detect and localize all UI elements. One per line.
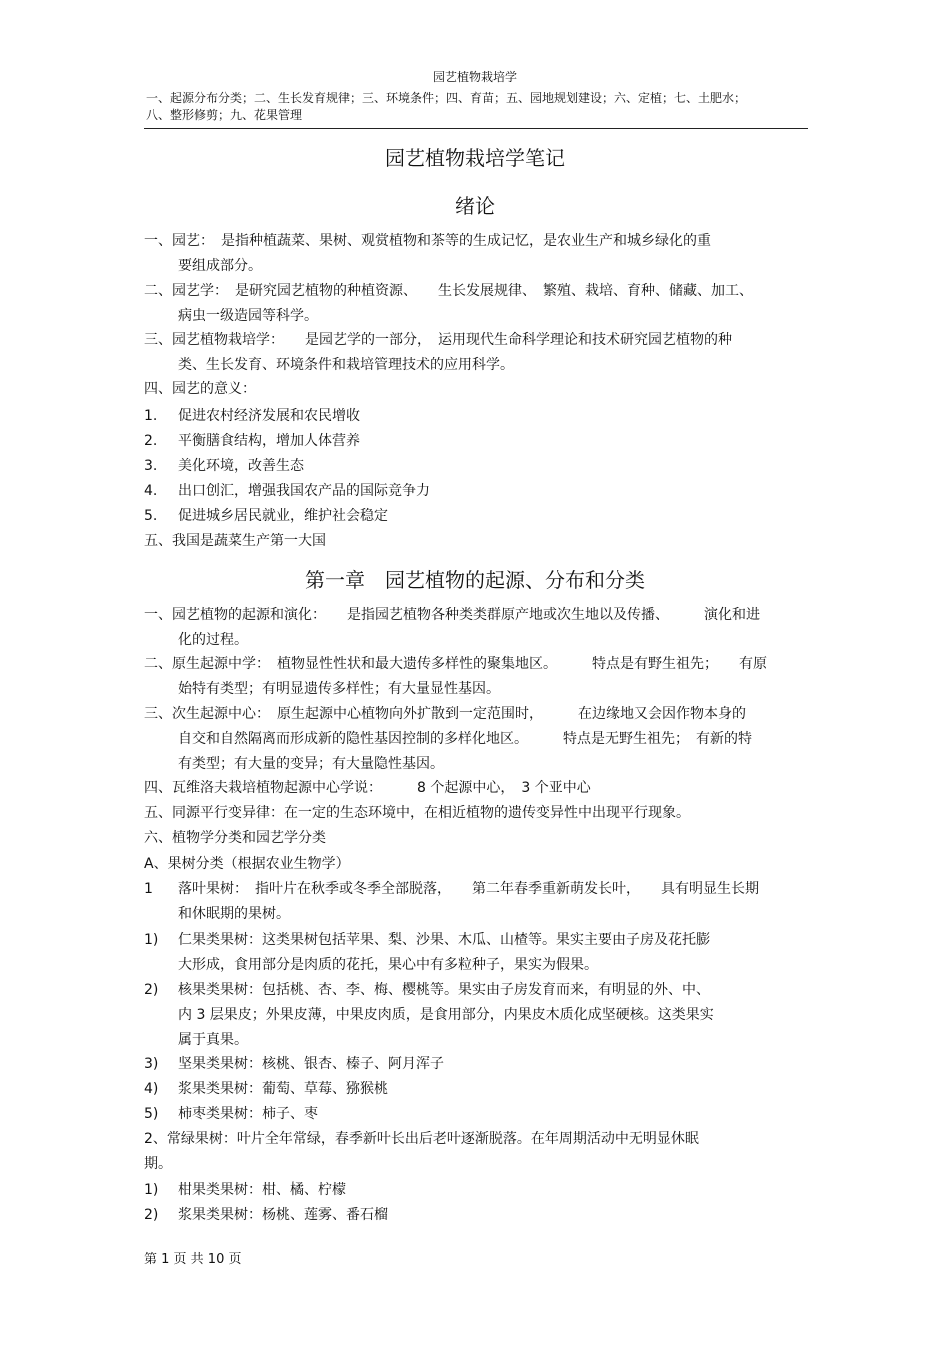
list-text: 促进城乡居民就业，维护社会稳定 [178, 508, 388, 524]
intro-paragraph-1 [144, 229, 810, 279]
list-text-continued: 大形成，食用部分是肉质的花托，果心中有多粒种子，果实为假果。 [178, 957, 598, 973]
running-header-toc: 一、起源分布分类；二、生长发育规律；三、环境条件；四、育苗；五、园地规划建设；六、定植；七、土肥水；八、整形修剪；九、花果管理 [146, 91, 747, 122]
chapter-paragraph-4: 四、瓦维洛夫栽培植物起源中心学说： 8 个起源中心， 3 个亚中心 [144, 780, 591, 796]
chapter-paragraph-5: 五、同源平行变异律：在一定的生态环境中，在相近植物的遗传变异性中出现平行现象。 [144, 805, 690, 821]
list-item [144, 1203, 810, 1228]
list-number: 4. [144, 483, 158, 499]
list-item [144, 504, 810, 529]
list-text: 柑果类果树：柑、橘、柠檬 [178, 1182, 346, 1198]
list-item [144, 1077, 810, 1102]
list-item [144, 928, 810, 978]
intro-paragraph-5: 五、我国是蔬菜生产第一大国 [144, 533, 326, 549]
paragraph-line: 有类型；有大量的变异；有大量隐性基因。 [178, 756, 444, 772]
list-item [144, 978, 810, 1053]
chapter-paragraph-6: 六、植物学分类和园艺学分类 [144, 830, 326, 846]
chapter-paragraph-1 [144, 603, 810, 653]
list-item [144, 1052, 810, 1077]
list-text: 浆果类果树：葡萄、草莓、猕猴桃 [178, 1081, 388, 1097]
intro-paragraph-4: 四、园艺的意义： [144, 381, 256, 397]
list-number: 2) [144, 1207, 159, 1223]
list-text: 坚果类果树：核桃、银杏、榛子、阿月浑子 [178, 1056, 444, 1072]
section-title-intro: 绪论 [455, 194, 495, 218]
list-number: 1) [144, 1182, 159, 1198]
paragraph-line: 自交和自然隔离而形成新的隐性基因控制的多样化地区。 特点是无野生祖先； 有新的特 [178, 731, 752, 747]
running-header-title: 园艺植物栽培学 [432, 70, 517, 84]
list-number: 4) [144, 1081, 159, 1097]
list-item [144, 1178, 810, 1203]
list-text: 核果类果树：包括桃、杏、李、梅、樱桃等。果实由子房发育而来，有明显的外、中、 [178, 982, 710, 998]
chapter-paragraph-2 [144, 652, 810, 702]
intro-paragraph-3 [144, 328, 810, 378]
list-number: 1. [144, 408, 158, 424]
page-footer: 第 1 页 共 10 页 [144, 1252, 242, 1267]
list-number: 1 [144, 881, 153, 897]
list-text: 浆果类果树：杨桃、莲雾、番石榴 [178, 1207, 388, 1223]
list-number: 2) [144, 982, 159, 998]
paragraph-line: 始特有类型；有明显遗传多样性；有大量显性基因。 [178, 681, 500, 697]
list-text: 柿枣类果树：柿子、枣 [178, 1106, 318, 1122]
list-item [144, 429, 810, 454]
list-text: 美化环境，改善生态 [178, 458, 304, 474]
paragraph-line: 三、次生起源中心： 原生起源中心植物向外扩散到一定范围时， 在边缘地又会因作物本身的 [144, 706, 746, 722]
paragraph-line: 化的过程。 [178, 632, 248, 648]
list-text-continued: 内 3 层果皮；外果皮薄，中果皮肉质，是食用部分，内果皮木质化成坚硬核。这类果实 [178, 1007, 714, 1023]
paragraph-line: 二、原生起源中学： 植物显性性状和最大遗传多样性的聚集地区。 特点是有野生祖先； 有原 [144, 656, 767, 672]
list-text: 平衡膳食结构，增加人体营养 [178, 433, 360, 449]
paragraph-line: 一、园艺： 是指种植蔬菜、果树、观赏植物和茶等的生成记忆，是农业生产和城乡绿化的重 [144, 233, 711, 249]
paragraph-line: 二、园艺学： 是研究园艺植物的种植资源、 生长发展规律、 繁殖、栽培、育种、储藏、加工、 [144, 283, 753, 299]
list-item [144, 877, 810, 927]
paragraph-line: 类、生长发育、环境条件和栽培管理技术的应用科学。 [178, 357, 514, 373]
chapter-paragraph-3 [144, 702, 810, 777]
list-number: 2. [144, 433, 158, 449]
paragraph-line: 要组成部分。 [178, 258, 262, 274]
list-number: 1) [144, 932, 159, 948]
list-text: 促进农村经济发展和农民增收 [178, 408, 360, 424]
list-text: 出口创汇，增强我国农产品的国际竞争力 [178, 483, 430, 499]
paragraph-line: 一、园艺植物的起源和演化： 是指园艺植物各种类类群原产地或次生地以及传播、 演化和进 [144, 607, 760, 623]
paragraph-line: 期。 [144, 1156, 172, 1172]
paragraph-line: 2、常绿果树：叶片全年常绿，春季新叶长出后老叶逐渐脱落。在年周期活动中无明显休眠 [144, 1131, 699, 1147]
list-text: 落叶果树： 指叶片在秋季或冬季全部脱落， 第二年春季重新萌发长叶， 具有明显生长期 [178, 881, 759, 897]
list-text-continued: 属于真果。 [178, 1032, 248, 1048]
document-title: 园艺植物栽培学笔记 [385, 146, 565, 170]
paragraph-line: 三、园艺植物栽培学： 是园艺学的一部分， 运用现代生命科学理论和技术研究园艺植物的种 [144, 332, 732, 348]
list-number: 5) [144, 1106, 159, 1122]
intro-paragraph-2 [144, 279, 810, 329]
list-number: 5. [144, 508, 158, 524]
list-number: 3. [144, 458, 158, 474]
paragraph-line: 病虫一级造园等科学。 [178, 308, 318, 324]
list-text: 仁果类果树：这类果树包括苹果、梨、沙果、木瓜、山楂等。果实主要由子房及花托膨 [178, 932, 710, 948]
list-item [144, 404, 810, 429]
classification-heading: A、果树分类（根据农业生物学） [144, 856, 350, 872]
list-text-continued: 和休眠期的果树。 [178, 906, 290, 922]
chapter-title: 第一章 园艺植物的起源、分布和分类 [305, 568, 645, 592]
list-number: 3) [144, 1056, 159, 1072]
chapter-paragraph-evergreen [144, 1127, 810, 1177]
list-item [144, 454, 810, 479]
list-item [144, 1102, 810, 1127]
header-divider [144, 128, 808, 129]
list-item [144, 479, 810, 504]
